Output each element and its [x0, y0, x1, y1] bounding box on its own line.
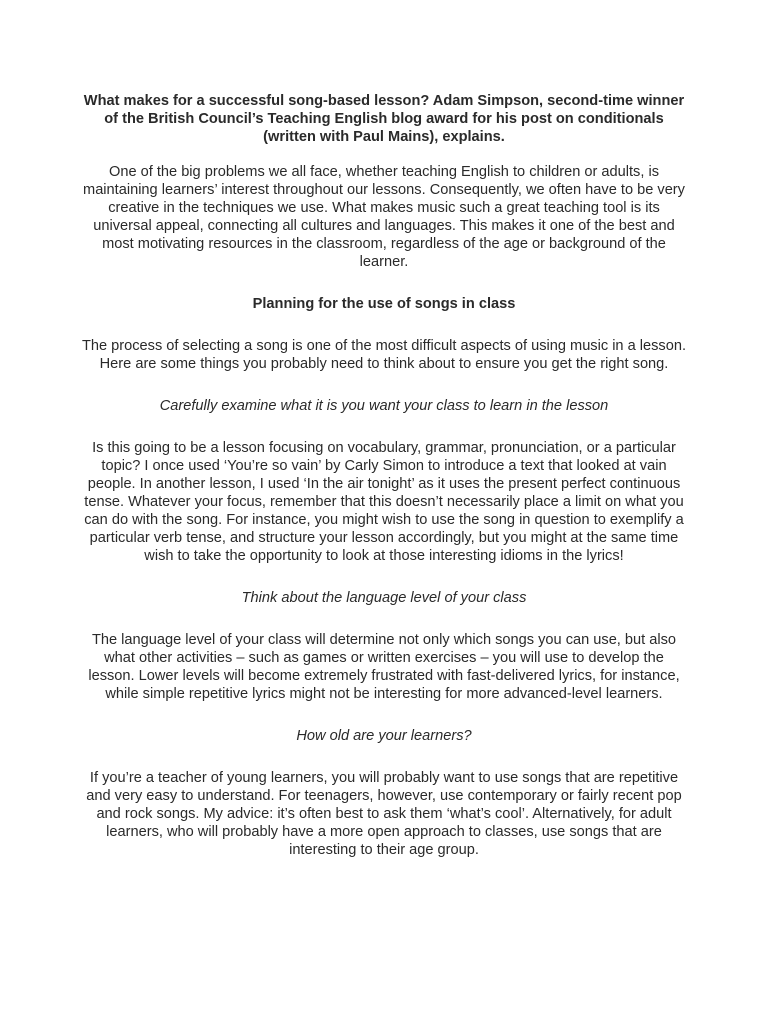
- intro-heading: What makes for a successful song-based lesson? Adam Simpson, second-time winner of the British Council’s Teaching English blog award for his post on conditionals (written with Paul Mains), explains.: [83, 93, 685, 145]
- subsection-heading-level: Think about the language level of your class: [241, 590, 527, 606]
- subsection-heading-focus: Carefully examine what it is you want your class to learn in the lesson: [159, 398, 609, 414]
- section-paragraph: The process of selecting a song is one of the most difficult aspects of using music in a lesson. Here are some things you probably need to think about to ensure you get the right song.: [81, 338, 687, 372]
- subsection-paragraph-focus: Is this going to be a lesson focusing on vocabulary, grammar, pronunciation, or a particular topic? I once used ‘You’re so vain’ by Carly Simon to introduce a text that looked at vain people. In another lesson, I used ‘In the air tonight’ as it uses the present perfect continuous tense. Whatever your focus, remember that this doesn’t necessarily place a limit on what you can do with the song. For instance, you might wish to use the song in question to exemplify a particular verb tense, and structure your lesson accordingly, but you might at the same time wish to take the opportunity to look at those interesting idioms in the lyrics!: [84, 440, 684, 564]
- section-heading: Planning for the use of songs in class: [252, 296, 516, 312]
- subsection-heading-age: How old are your learners?: [296, 728, 472, 744]
- intro-paragraph: One of the big problems we all face, whether teaching English to children or adults, is maintaining learners’ interest throughout our lessons. Consequently, we often have to be very creative in the techniques we use. What makes music such a great teaching tool is its universal appeal, connecting all cultures and languages. This makes it one of the best and most motivating resources in the classroom, regardless of the age or background of the learner.: [83, 164, 685, 270]
- document-page: [80, 92, 688, 859]
- subsection-paragraph-age: If you’re a teacher of young learners, you will probably want to use songs that are repetitive and very easy to understand. For teenagers, however, use contemporary or fairly recent pop and rock songs. My advice: it’s often best to ask them ‘what’s cool’. Alternatively, for adult learners, who will probably have a more open approach to classes, use songs that are interesting to their age group.: [86, 770, 682, 858]
- subsection-paragraph-level: The language level of your class will determine not only which songs you can use, but also what other activities – such as games or written exercises – you will use to develop the lesson. Lower levels will become extremely frustrated with fast-delivered lyrics, for instance, while simple repetitive lyrics might not be interesting for more advanced-level learners.: [88, 632, 680, 702]
